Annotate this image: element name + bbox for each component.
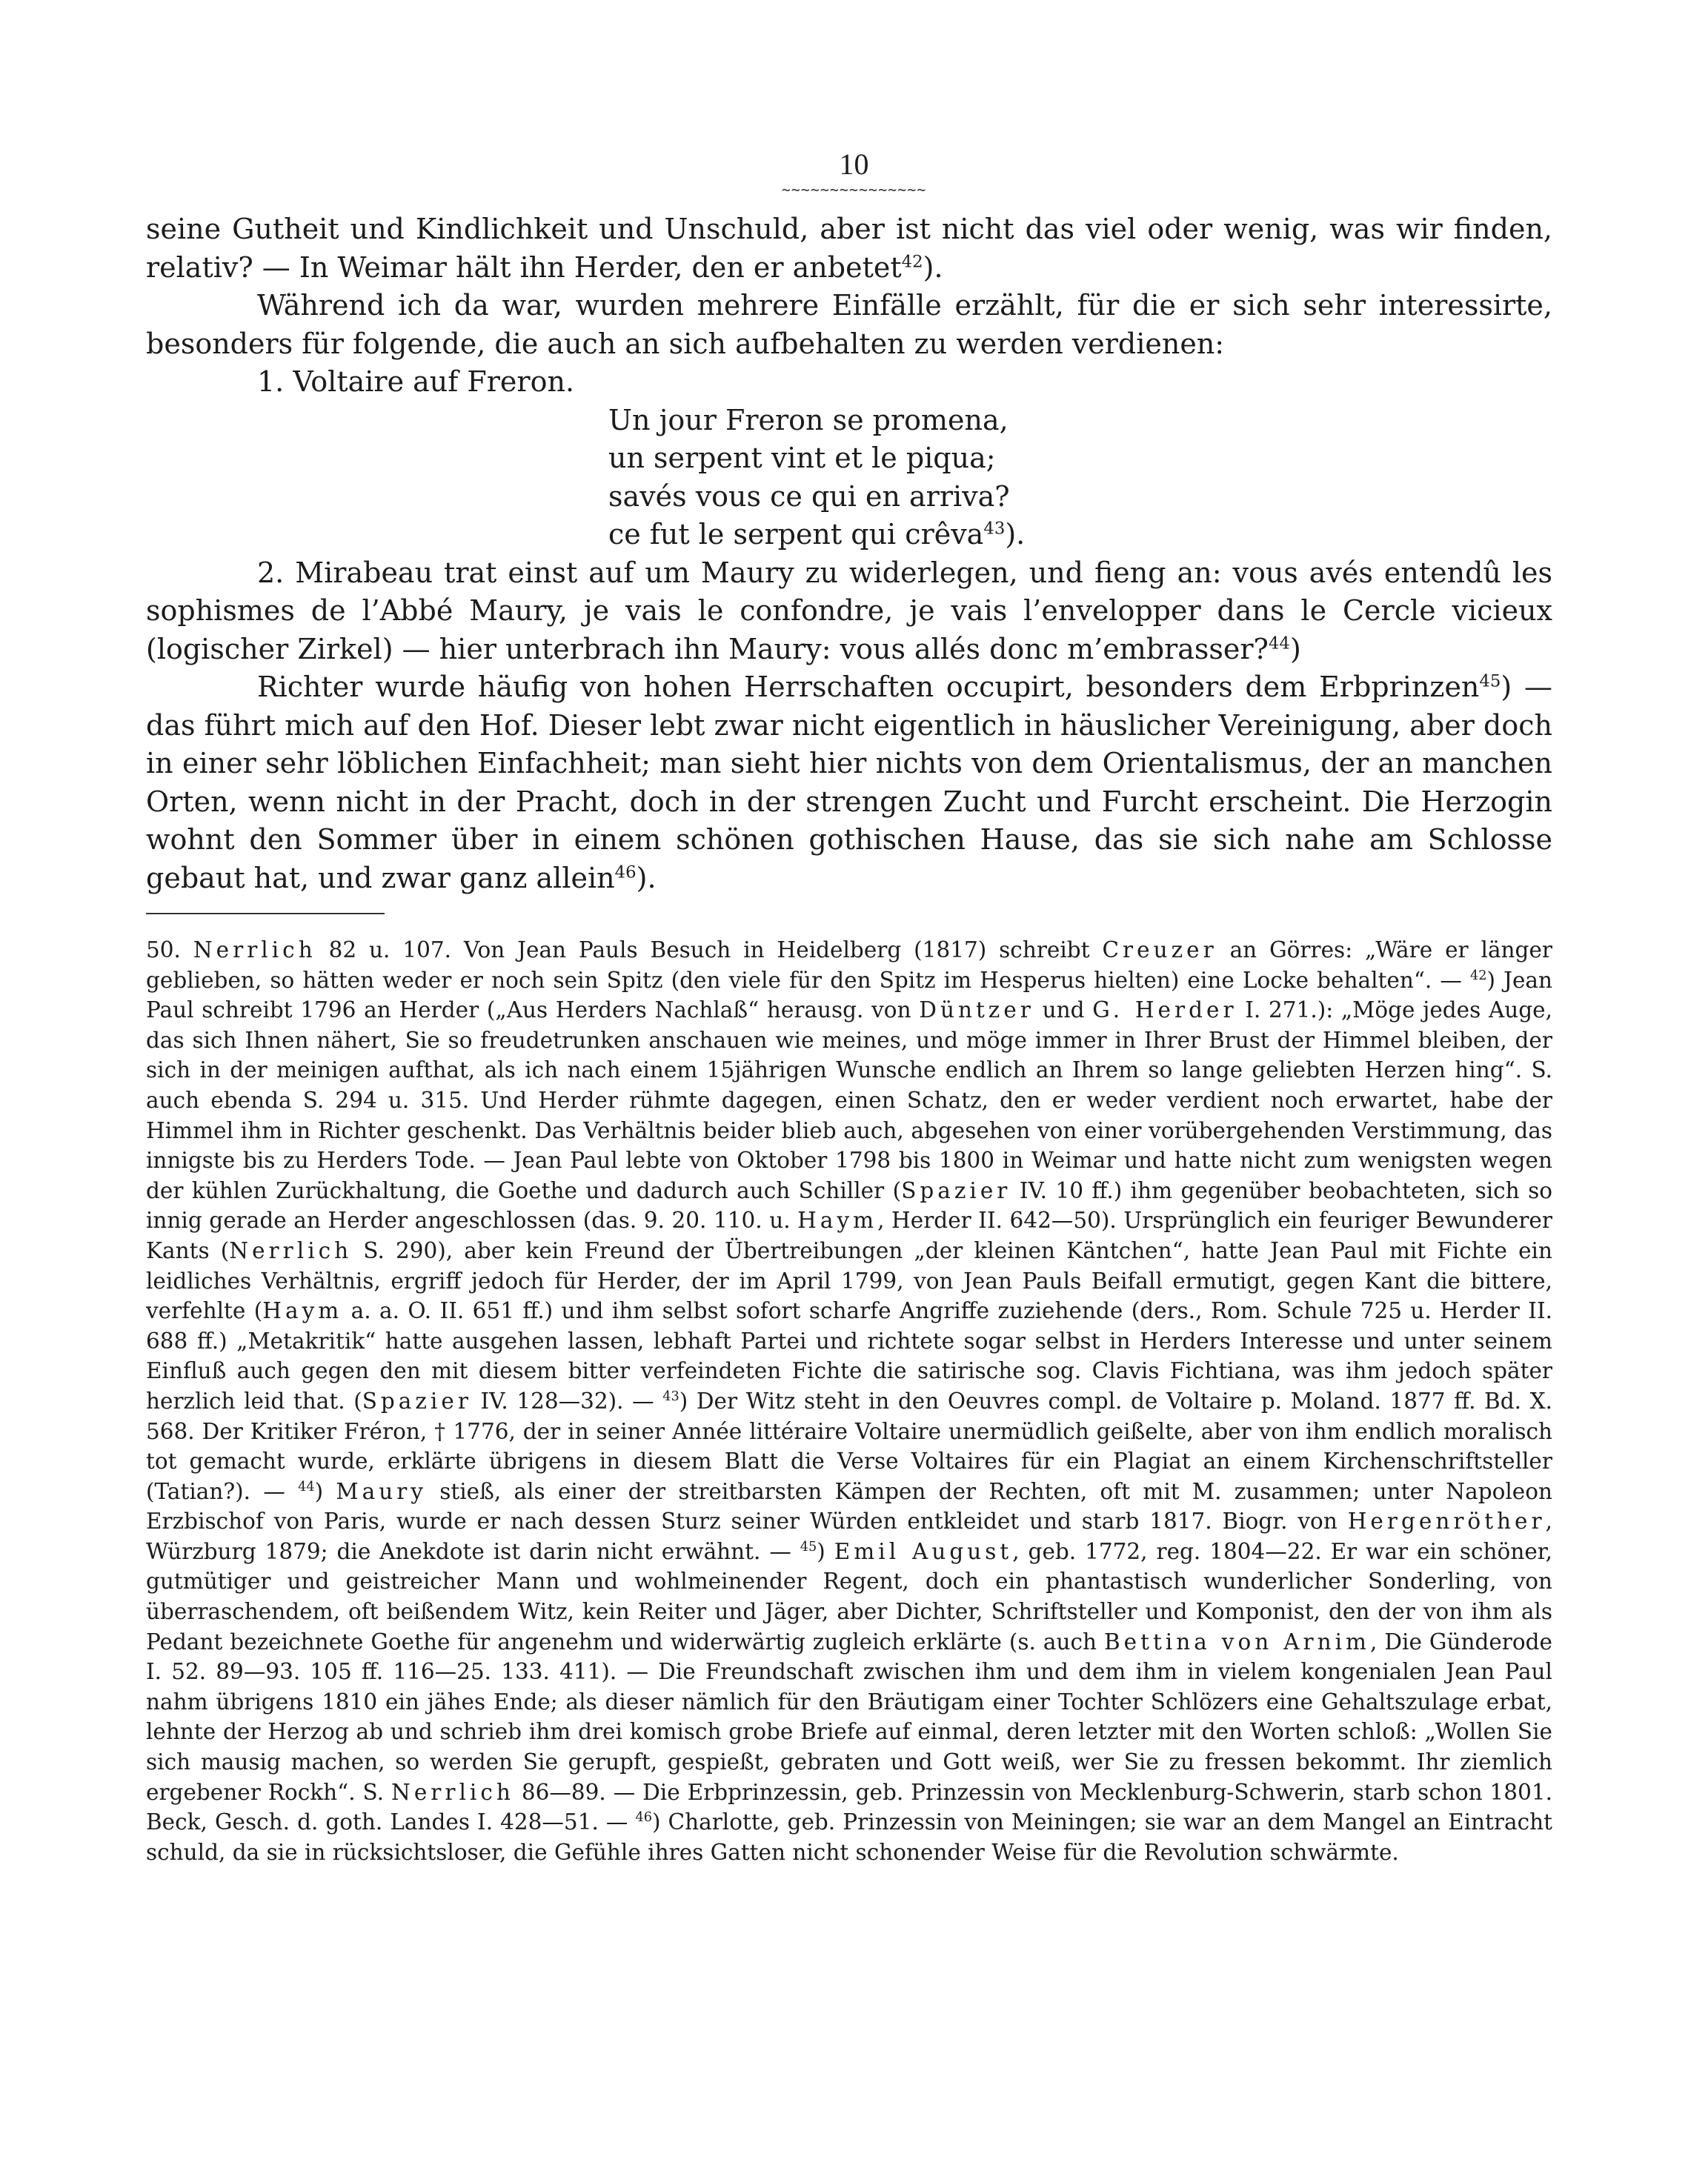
author-name: Nerrlich: [391, 1779, 514, 1805]
footnote-separator: [146, 913, 385, 914]
author-name: G. Herder: [1092, 997, 1237, 1023]
footnote-41-text: 50.: [146, 937, 193, 962]
footnotes: [146, 935, 1552, 1867]
footnote-number-44: 44: [298, 1479, 315, 1494]
poem-line-4-text: ce fut le serpent qui crêva: [608, 518, 984, 551]
footnote-42-text: ) Jean Paul schreibt 1796 an Herder („Aus Herders Nachlaß“ herausg. von: [146, 967, 1552, 1023]
footnote-44-text: ): [314, 1478, 336, 1504]
footnote-43-text: ) Der Witz steht in den Oeuvres compl. de Voltaire p. Moland. 1877 ff. Bd. X. 568. Der Kritiker Fréron, † 1776, der in seiner Année littéraire Voltaire unermüdlich geißelte, aber von ihm endlich moralisch tot gemacht wurde, erklärte übrigens in diesem Blatt die Verse Voltaires für ein Plagiat an einem Kirchenschriftsteller (Tatian?). —: [146, 1388, 1552, 1504]
footnote-number-45: 45: [800, 1540, 817, 1555]
author-name: Bettina von Arnim: [1103, 1629, 1371, 1655]
paragraph-1-text: seine Gutheit und Kindlichkeit und Unschuld, aber ist nicht das viel oder wenig, was wir finden, relativ? — In Weimar hält ihn Herder, den er anbetet: [146, 213, 1552, 284]
paragraph-2: Während ich da war, wurden mehrere Einfälle erzählt, für die er sich sehr interessirte, besonders für folgende, die auch an sich aufbehalten zu werden verdienen:: [146, 289, 1552, 360]
author-name: Düntzer: [919, 997, 1034, 1023]
footnote-ref-42[interactable]: 42: [901, 251, 923, 271]
author-name: Maury: [336, 1478, 427, 1504]
footnote-45-text: , geb. 1772, reg. 1804—22. Er war ein schöner, gutmütiger und geistreicher Mann und wohlmeinender Regent, doch ein phantastisch wunderlicher Sonderling, von überraschendem, oft beißendem Witz, kein Reiter und Jäger, aber Dichter, Schriftsteller und Komponist, den der von ihm als Pedant bezeichnete Goethe für angenehm und widerwärtig zugleich erklärte (s. auch: [146, 1538, 1553, 1655]
author-name: Creuzer: [1102, 937, 1217, 962]
footnote-45-text: ): [817, 1538, 834, 1564]
footnote-42-text: a. a. O. II. 651 ff.) und ihm selbst sofort scharfe Angriffe zuziehende (ders., Rom. Schule 725 u. Herder II. 688 ff.) „Metakritik“ hatte ausgehen lassen, lebhaft Partei und richtete sogar selbst in Herders Interesse und unter seinem Einfluß auch gegen den mit diesem bitter verfeindeten Fichte die satirische sog. Clavis Fichtiana, was ihm jedoch später herzlich leid that. (: [146, 1298, 1552, 1414]
footnote-41-text: an Görres: „Wäre er länger geblieben, so hätten weder er noch sein Spitz (den viele für den Spitz im Hesperus hielten) eine Locke behalten“. —: [146, 937, 1553, 993]
author-name: Spazier: [901, 1177, 1011, 1203]
page-number: 10: [839, 147, 869, 181]
poem-line-1: Un jour Freron se promena,: [608, 403, 1008, 436]
footnote-block: [146, 935, 1552, 1867]
footnote-45-text: , Die Günderode I. 52. 89—93. 105 ff. 116—25. 133. 411). — Die Freundschaft zwischen ihm und dem ihm in vielem kongenialen Jean Paul nahm übrigens 1810 ein jähes Ende; als dieser nämlich für den Bräutigam einer Tochter Schlözers eine Gehaltszulage erbat, lehnte der Herzog ab und schrieb ihm drei komisch grobe Briefe auf einmal, deren letzter mit den Worten schloß: „Wollen Sie sich mausig machen, so werden Sie gerupft, gespießt, gebraten und Gott weiß, wer Sie zu fressen bekommt. Ihr ziemlich ergebener Rockh“. S.: [146, 1629, 1552, 1805]
paragraph-1-end: ).: [923, 250, 943, 284]
footnote-44-text: stieß, als einer der streitbarsten Kämpen der Rechten, oft mit M. zusammen; unter Napoleon Erzbischof von Paris, wurde er nach dessen Sturz seiner Würden entkleidet und starb 1817. Biogr. von: [146, 1478, 1552, 1534]
footnote-ref-46[interactable]: 46: [614, 862, 637, 882]
poem-line-4: [608, 516, 1552, 554]
author-name: Hergenröther: [1347, 1509, 1546, 1534]
paragraph-3: [146, 668, 1552, 897]
footnote-44-text: , Würzburg 1879; die Anekdote ist darin nicht erwähnt. —: [146, 1509, 1552, 1564]
footnote-ref-44[interactable]: 44: [1268, 633, 1290, 653]
author-name: Haym: [262, 1298, 343, 1324]
main-text: [146, 210, 1552, 897]
poem: [146, 402, 1552, 554]
footnote-number-42: 42: [1470, 968, 1487, 983]
paragraph-1: [146, 210, 1552, 287]
footnote-42-text: IV. 10 ff.) ihm gegenüber beobachteten, sich so innig gerade an Herder angeschlossen (das. 9. 20. 110. u.: [146, 1177, 1552, 1234]
footnote-42-text: IV. 128—32). —: [471, 1388, 663, 1414]
paragraph-3-text-a: Richter wurde häufig von hohen Herrschaften occupirt, besonders dem Erbprinzen: [257, 671, 1480, 703]
footnote-42-text: , Herder II. 642—50). Ursprünglich ein feuriger Bewunderer Kants (: [146, 1208, 1552, 1263]
footnote-41-text: 82 u. 107. Von Jean Pauls Besuch in Heidelberg (1817) schreibt: [316, 937, 1103, 962]
footnote-46-text: ) Charlotte, geb. Prinzessin von Meiningen; sie war an dem Mangel an Eintracht schuld, da sie in rücksichtsloser, die Gefühle ihres Gatten nicht schonender Weise für die Revolution schwärmte.: [146, 1809, 1552, 1865]
item-2-end: ): [1289, 632, 1301, 665]
poem-line-4-end: ).: [1005, 518, 1026, 551]
item-1-heading: 1. Voltaire auf Freron.: [257, 365, 575, 398]
footnote-42-text: S. 290), aber kein Freund der Übertreibungen „der kleinen Käntchen“, hatte Jean Paul mit Fichte ein leidliches Verhältnis, ergriff jedoch für Herder, der im April 1799, von Jean Pauls Beifall ermutigt, gegen Kant die bittere, verfehlte (: [146, 1237, 1552, 1324]
footnote-42-text: I. 271.): „Möge jedes Auge, das sich Ihnen nähert, Sie so freudetrunken anschauen wie meines, und möge immer in Ihrer Brust der Himmel bleiben, der sich in der meinigen aufthat, als ich nach einem 15jährigen Wunsche endlich an Ihrem so lange geliebten Herzen hing“. S. auch ebenda S. 294 u. 315. Und Herder rühmte dagegen, einen Schatz, den er weder verdient noch erwartet, habe der Himmel ihm in Richter geschenkt. Das Verhältnis beider blieb auch, abgesehen von einer vorübergehenden Verstimmung, das innigste bis zu Herders Tode. — Jean Paul lebte von Oktober 1798 bis 1800 in Weimar und hatte nicht zum wenigsten wegen der kühlen Zurückhaltung, die Goethe und dadurch auch Schiller (: [146, 997, 1552, 1203]
paragraph-3-end: ).: [636, 861, 657, 894]
poem-line-2: un serpent vint et le piqua;: [608, 442, 996, 474]
footnote-ref-45[interactable]: 45: [1479, 671, 1501, 691]
author-name: Spazier: [362, 1388, 472, 1414]
item-2-text: 2. Mirabeau trat einst auf um Maury zu widerlegen, und fieng an: vous avés entendû les sophismes de l’Abbé Maury, je vais le confondre, je vais l’envelopper dans le Cercle vicieux (logischer Zirkel) — hier unterbrach ihn Maury: vous allés donc m’embrasser?: [146, 556, 1552, 665]
footnote-42-text: und: [1034, 997, 1093, 1023]
author-name: Nerrlich: [229, 1237, 353, 1263]
item-2: [146, 554, 1552, 669]
footnote-number-43: 43: [662, 1389, 679, 1405]
poem-line-3: savés vous ce qui en arriva?: [608, 479, 1010, 513]
author-name: Nerrlich: [193, 937, 316, 962]
footnote-number-46: 46: [635, 1810, 652, 1826]
paragraph-3-text-b: ) — das führt mich auf den Hof. Dieser lebt zwar nicht eigentlich in häuslicher Vereinigung, aber doch in einer sehr löblichen Einfachheit; man sieht hier nichts von dem Orientalismus, der an manchen Orten, wenn nicht in der Pracht, doch in der strengen Zucht und Furcht erscheint. Die Herzogin wohnt den Sommer über in einem schönen gothischen Hause, das sie sich nahe am Schlosse gebaut hat, und zwar ganz allein: [146, 671, 1552, 894]
page-number-ornament: ~~~~~~~~~~~~~~~: [781, 181, 927, 199]
footnote-ref-43[interactable]: 43: [983, 519, 1006, 539]
author-name: Haym: [797, 1208, 878, 1234]
author-name: Emil August: [834, 1538, 1013, 1564]
footnote-45-text: 86—89. — Die Erbprinzessin, geb. Prinzessin von Mecklenburg-Schwerin, starb schon 1801. Beck, Gesch. d. goth. Landes I. 428—51. —: [146, 1779, 1552, 1835]
